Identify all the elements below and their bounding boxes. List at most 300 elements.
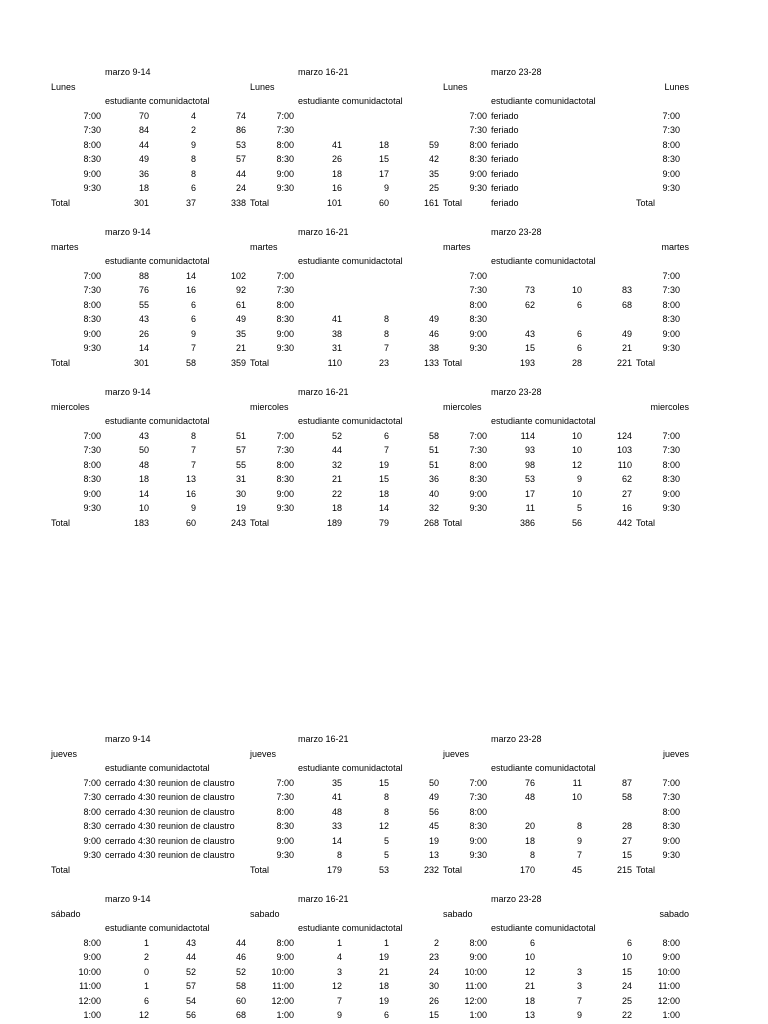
time-cell: 9:00 <box>469 328 487 339</box>
student-cell: 12 <box>524 966 535 977</box>
student-cell: 14 <box>331 835 342 846</box>
total-cell: 86 <box>235 125 246 135</box>
community-cell: 9 <box>576 474 582 484</box>
community-cell: 3 <box>576 966 582 977</box>
column-header: estudiante comunidactotal <box>491 256 596 266</box>
time-cell: 7:30 <box>276 125 294 135</box>
student-cell: 9 <box>336 1010 342 1020</box>
total-cell: 60 <box>235 995 246 1006</box>
total-label: Total <box>51 864 71 875</box>
day-label: sabado <box>250 908 280 919</box>
time-cell: 7:30 <box>469 445 487 455</box>
total-cell: 35 <box>428 168 439 179</box>
total-cell: 50 <box>428 777 439 788</box>
community-cell: 14 <box>185 270 196 281</box>
time-cell: 7:00 <box>276 110 294 121</box>
community-cell: 6 <box>190 314 196 324</box>
student-total: 170 <box>519 864 535 875</box>
student-cell: 10 <box>524 952 535 962</box>
time-cell: 8:30 <box>83 474 101 484</box>
community-cell: 6 <box>190 183 196 193</box>
community-cell: 18 <box>378 981 389 991</box>
community-cell: 8 <box>383 314 389 324</box>
total-cell: 49 <box>235 314 246 324</box>
time-cell: 9:30 <box>276 850 294 860</box>
student-cell: 84 <box>138 125 149 135</box>
total-label: Total <box>636 197 656 208</box>
day-label: jueves <box>443 748 470 759</box>
time-cell: 9:30 <box>662 850 680 860</box>
week-header: marzo 23-28 <box>491 734 542 744</box>
student-total: 110 <box>327 357 342 368</box>
time-cell: 11:00 <box>465 981 487 991</box>
student-cell: 3 <box>336 966 342 977</box>
time-cell: 7:30 <box>662 792 680 802</box>
student-cell: 15 <box>524 343 535 353</box>
community-total: 37 <box>185 197 196 208</box>
total-label: Total <box>636 517 656 528</box>
total-cell: 68 <box>235 1010 246 1020</box>
student-cell: 32 <box>331 459 342 470</box>
community-cell: 8 <box>190 430 196 441</box>
day-label: martes <box>661 241 689 252</box>
week-header: marzo 9-14 <box>105 734 151 744</box>
grand-total: 161 <box>423 197 439 208</box>
total-cell: 25 <box>621 995 632 1006</box>
community-total: 56 <box>571 517 582 528</box>
community-cell: 18 <box>378 488 389 499</box>
time-cell: 8:00 <box>662 459 680 470</box>
time-cell: 8:00 <box>662 937 680 948</box>
total-cell: 15 <box>621 966 632 977</box>
student-cell: 73 <box>524 285 535 295</box>
grand-total: 221 <box>616 357 632 368</box>
time-cell: 7:00 <box>469 777 487 788</box>
student-cell: 13 <box>524 1010 535 1020</box>
day-label: Lunes <box>443 81 468 92</box>
day-label: jueves <box>51 748 78 759</box>
total-label: Total <box>51 357 71 368</box>
community-cell: 9 <box>190 503 196 513</box>
total-cell: 46 <box>235 952 246 962</box>
day-label: martes <box>250 241 278 252</box>
community-cell: 7 <box>383 445 389 455</box>
community-cell: 5 <box>383 835 389 846</box>
time-cell: 8:30 <box>469 474 487 484</box>
time-cell: 1:00 <box>83 1010 101 1020</box>
time-cell: 9:00 <box>83 328 101 339</box>
student-cell: 70 <box>138 110 149 121</box>
community-cell: 7 <box>383 343 389 353</box>
community-cell: 11 <box>572 777 582 788</box>
total-cell: 27 <box>621 835 632 846</box>
time-cell: 7:30 <box>83 445 101 455</box>
time-cell: 9:30 <box>469 183 487 193</box>
total-cell: 42 <box>428 154 439 164</box>
total-cell: 35 <box>235 328 246 339</box>
column-header: estudiante comunidactotal <box>298 923 403 933</box>
community-cell: 16 <box>185 488 196 499</box>
time-cell: 8:30 <box>83 821 101 831</box>
community-cell: 6 <box>576 343 582 353</box>
week-header: marzo 23-28 <box>491 67 542 77</box>
time-cell: 8:00 <box>276 459 294 470</box>
community-cell: 7 <box>190 343 196 353</box>
time-cell: 8:00 <box>662 299 680 310</box>
time-cell: 12:00 <box>271 995 294 1006</box>
student-cell: 1 <box>143 937 149 948</box>
time-cell: 7:30 <box>469 285 487 295</box>
total-cell: 57 <box>235 445 246 455</box>
time-cell: 11:00 <box>658 981 680 991</box>
total-cell: 44 <box>235 168 246 179</box>
time-cell: 9:30 <box>662 343 680 353</box>
time-cell: 7:00 <box>469 430 487 441</box>
time-cell: 8:00 <box>83 937 101 948</box>
student-cell: 18 <box>524 835 535 846</box>
time-cell: 8:30 <box>662 154 680 164</box>
time-cell: 9:30 <box>662 183 680 193</box>
column-header: estudiante comunidactotal <box>105 416 210 426</box>
community-cell: 5 <box>383 850 389 860</box>
time-cell: 7:00 <box>83 430 101 441</box>
time-cell: 9:00 <box>662 488 680 499</box>
student-cell: 8 <box>529 850 535 860</box>
time-cell: 8:30 <box>276 314 294 324</box>
total-cell: 24 <box>235 183 246 193</box>
week-header: marzo 16-21 <box>298 734 349 744</box>
student-cell: 49 <box>138 154 149 164</box>
total-label: Total <box>250 197 270 208</box>
total-cell: 15 <box>621 850 632 860</box>
student-cell: 12 <box>138 1010 149 1020</box>
student-cell: 93 <box>524 445 535 455</box>
community-cell: 8 <box>576 821 582 831</box>
column-header: estudiante comunidactotal <box>491 923 596 933</box>
total-cell: 13 <box>428 850 439 860</box>
time-cell: 8:00 <box>276 139 294 150</box>
total-cell: 10 <box>621 952 632 962</box>
total-label: Total <box>443 864 463 875</box>
day-label: martes <box>443 241 471 252</box>
total-cell: 30 <box>235 488 246 499</box>
column-header: estudiante comunidactotal <box>298 763 403 773</box>
time-cell: 9:30 <box>83 850 101 860</box>
time-cell: 8:00 <box>276 937 294 948</box>
total-cell: 124 <box>616 430 632 441</box>
day-label: miercoles <box>250 401 289 412</box>
note-cell: cerrado 4:30 reunion de claustro <box>105 806 235 817</box>
community-cell: 8 <box>190 154 196 164</box>
time-cell: 9:00 <box>469 488 487 499</box>
column-header: estudiante comunidactotal <box>298 96 403 106</box>
total-cell: 83 <box>621 285 632 295</box>
total-cell: 92 <box>235 285 246 295</box>
total-cell: 15 <box>428 1010 439 1020</box>
total-cell: 59 <box>428 139 439 150</box>
time-cell: 7:00 <box>662 777 680 788</box>
total-cell: 57 <box>235 154 246 164</box>
time-cell: 9:30 <box>276 343 294 353</box>
total-cell: 40 <box>428 488 439 499</box>
student-cell: 6 <box>143 995 149 1006</box>
community-cell: 10 <box>571 792 582 802</box>
time-cell: 8:30 <box>469 821 487 831</box>
community-cell: 44 <box>185 952 196 962</box>
student-cell: 8 <box>336 850 342 860</box>
time-cell: 7:30 <box>662 445 680 455</box>
column-header: estudiante comunidactotal <box>105 96 210 106</box>
time-cell: 1:00 <box>662 1010 680 1020</box>
total-cell: 24 <box>428 966 439 977</box>
day-label: miercoles <box>443 401 482 412</box>
total-cell: 74 <box>235 110 246 121</box>
time-cell: 1:00 <box>276 1010 294 1020</box>
total-cell: 61 <box>235 299 246 310</box>
time-cell: 9:00 <box>83 835 101 846</box>
time-cell: 7:30 <box>662 125 680 135</box>
time-cell: 8:00 <box>83 459 101 470</box>
community-total: 60 <box>185 517 196 528</box>
total-cell: 53 <box>235 139 246 150</box>
time-cell: 12:00 <box>657 995 680 1006</box>
total-cell: 103 <box>616 445 632 455</box>
total-cell: 36 <box>428 474 439 484</box>
time-cell: 8:00 <box>662 806 680 817</box>
student-cell: 76 <box>524 777 535 788</box>
student-cell: 33 <box>331 821 342 831</box>
time-cell: 9:00 <box>83 168 101 179</box>
column-header: estudiante comunidactotal <box>105 923 210 933</box>
student-cell: 18 <box>331 168 342 179</box>
total-cell: 23 <box>428 952 439 962</box>
total-cell: 51 <box>428 459 439 470</box>
time-cell: 11:00 <box>79 981 101 991</box>
time-cell: 9:30 <box>276 503 294 513</box>
day-label: miercoles <box>51 401 90 412</box>
community-cell: 52 <box>185 966 196 977</box>
student-cell: 43 <box>138 314 149 324</box>
column-header: estudiante comunidactotal <box>491 96 596 106</box>
community-total: 28 <box>571 357 582 368</box>
community-cell: 9 <box>190 328 196 339</box>
total-cell: 68 <box>621 299 632 310</box>
week-header: marzo 9-14 <box>105 387 151 397</box>
student-cell: 1 <box>336 937 342 948</box>
time-cell: 8:00 <box>662 139 680 150</box>
time-cell: 9:00 <box>662 328 680 339</box>
student-total: 183 <box>133 517 149 528</box>
total-label: Total <box>443 357 463 368</box>
total-cell: 110 <box>617 459 632 470</box>
community-cell: 18 <box>378 139 389 150</box>
community-cell: 7 <box>576 850 582 860</box>
community-cell: 6 <box>383 1010 389 1020</box>
community-cell: 5 <box>576 503 582 513</box>
time-cell: 8:00 <box>469 806 487 817</box>
community-cell: 54 <box>185 995 196 1006</box>
community-cell: 9 <box>576 1010 582 1020</box>
day-label: Lunes <box>51 81 76 92</box>
total-cell: 19 <box>428 835 439 846</box>
time-cell: 1:00 <box>469 1010 487 1020</box>
day-label: miercoles <box>650 401 689 412</box>
time-cell: 7:00 <box>83 110 101 121</box>
note-cell: feriado <box>491 183 519 193</box>
time-cell: 8:00 <box>83 299 101 310</box>
total-cell: 32 <box>428 503 439 513</box>
student-cell: 18 <box>138 474 149 484</box>
week-header: marzo 16-21 <box>298 894 349 904</box>
student-total: 386 <box>519 517 535 528</box>
grand-total: 268 <box>423 517 439 528</box>
total-cell: 49 <box>428 314 439 324</box>
student-cell: 41 <box>331 139 342 150</box>
week-header: marzo 9-14 <box>105 227 151 237</box>
total-cell: 51 <box>428 445 439 455</box>
community-cell: 3 <box>576 981 582 991</box>
total-label: Total <box>51 517 71 528</box>
time-cell: 7:30 <box>469 125 487 135</box>
total-label: Total <box>250 517 270 528</box>
student-cell: 0 <box>143 966 149 977</box>
total-cell: 49 <box>428 792 439 802</box>
time-cell: 9:30 <box>469 850 487 860</box>
student-cell: 41 <box>331 792 342 802</box>
total-cell: 30 <box>428 981 439 991</box>
week-header: marzo 16-21 <box>298 67 349 77</box>
student-cell: 17 <box>524 488 535 499</box>
community-cell: 12 <box>571 459 582 470</box>
day-label: Lunes <box>664 81 689 92</box>
time-cell: 9:00 <box>662 168 680 179</box>
note-cell: feriado <box>491 125 519 135</box>
time-cell: 10:00 <box>657 966 680 977</box>
time-cell: 9:00 <box>276 488 294 499</box>
time-cell: 8:00 <box>469 937 487 948</box>
day-label: sábado <box>51 908 81 919</box>
community-cell: 8 <box>190 168 196 179</box>
student-cell: 35 <box>331 777 342 788</box>
community-cell: 19 <box>378 952 389 962</box>
time-cell: 8:00 <box>469 139 487 150</box>
community-total: 60 <box>378 197 389 208</box>
total-cell: 45 <box>428 821 439 831</box>
time-cell: 8:00 <box>469 299 487 310</box>
time-cell: 7:00 <box>83 270 101 281</box>
total-label: Total <box>443 517 463 528</box>
community-cell: 6 <box>190 299 196 310</box>
grand-total: 359 <box>230 357 246 368</box>
day-label: sabado <box>659 908 689 919</box>
time-cell: 7:00 <box>662 270 680 281</box>
total-cell: 2 <box>433 937 439 948</box>
time-cell: 8:30 <box>662 474 680 484</box>
community-cell: 1 <box>383 937 389 948</box>
note-cell: cerrado 4:30 reunion de claustro <box>105 792 235 802</box>
total-cell: 38 <box>428 343 439 353</box>
total-cell: 62 <box>621 474 632 484</box>
student-cell: 16 <box>331 183 342 193</box>
community-cell: 13 <box>185 474 196 484</box>
total-label: Total <box>250 357 270 368</box>
student-total: 189 <box>326 517 342 528</box>
total-cell: 44 <box>235 937 246 948</box>
total-cell: 49 <box>621 328 632 339</box>
time-cell: 9:00 <box>276 328 294 339</box>
time-cell: 9:00 <box>276 952 294 962</box>
week-header: marzo 16-21 <box>298 227 349 237</box>
time-cell: 9:00 <box>469 835 487 846</box>
time-cell: 9:30 <box>83 183 101 193</box>
student-cell: 7 <box>336 995 342 1006</box>
time-cell: 8:30 <box>276 821 294 831</box>
total-cell: 52 <box>235 966 246 977</box>
time-cell: 12:00 <box>78 995 101 1006</box>
grand-total: 243 <box>230 517 246 528</box>
time-cell: 7:00 <box>662 430 680 441</box>
week-header: marzo 23-28 <box>491 894 542 904</box>
total-cell: 16 <box>621 503 632 513</box>
time-cell: 9:00 <box>276 835 294 846</box>
total-cell: 19 <box>235 503 246 513</box>
note-cell: cerrado 4:30 reunion de claustro <box>105 777 235 788</box>
community-total: 45 <box>571 864 582 875</box>
time-cell: 7:30 <box>662 285 680 295</box>
time-cell: 10:00 <box>464 966 487 977</box>
note-cell: cerrado 4:30 reunion de claustro <box>105 835 235 846</box>
community-cell: 15 <box>378 777 389 788</box>
column-header: estudiante comunidactotal <box>105 256 210 266</box>
column-header: estudiante comunidactotal <box>105 763 210 773</box>
community-cell: 8 <box>383 328 389 339</box>
total-label: Total <box>636 864 656 875</box>
total-cell: 27 <box>621 488 632 499</box>
total-cell: 56 <box>428 806 439 817</box>
time-cell: 8:00 <box>276 299 294 310</box>
column-header: estudiante comunidactotal <box>491 416 596 426</box>
time-cell: 7:30 <box>469 792 487 802</box>
time-cell: 9:00 <box>276 168 294 179</box>
student-cell: 98 <box>524 459 535 470</box>
community-cell: 21 <box>378 966 389 977</box>
student-total: 301 <box>133 197 149 208</box>
time-cell: 9:30 <box>276 183 294 193</box>
community-total: 23 <box>378 357 389 368</box>
total-cell: 31 <box>235 474 246 484</box>
total-cell: 58 <box>428 430 439 441</box>
student-cell: 6 <box>529 937 535 948</box>
community-cell: 7 <box>190 459 196 470</box>
note-cell: feriado <box>491 197 519 208</box>
time-cell: 9:00 <box>83 488 101 499</box>
community-cell: 56 <box>185 1010 196 1020</box>
day-label: Lunes <box>250 81 275 92</box>
week-header: marzo 23-28 <box>491 227 542 237</box>
time-cell: 8:00 <box>83 139 101 150</box>
time-cell: 9:30 <box>662 503 680 513</box>
community-cell: 8 <box>383 792 389 802</box>
week-header: marzo 9-14 <box>105 67 151 77</box>
time-cell: 9:00 <box>469 168 487 179</box>
day-label: sabado <box>443 908 473 919</box>
community-cell: 15 <box>378 154 389 164</box>
time-cell: 8:00 <box>276 806 294 817</box>
note-cell: feriado <box>491 139 519 150</box>
student-cell: 50 <box>138 445 149 455</box>
student-cell: 21 <box>331 474 342 484</box>
community-cell: 8 <box>383 806 389 817</box>
